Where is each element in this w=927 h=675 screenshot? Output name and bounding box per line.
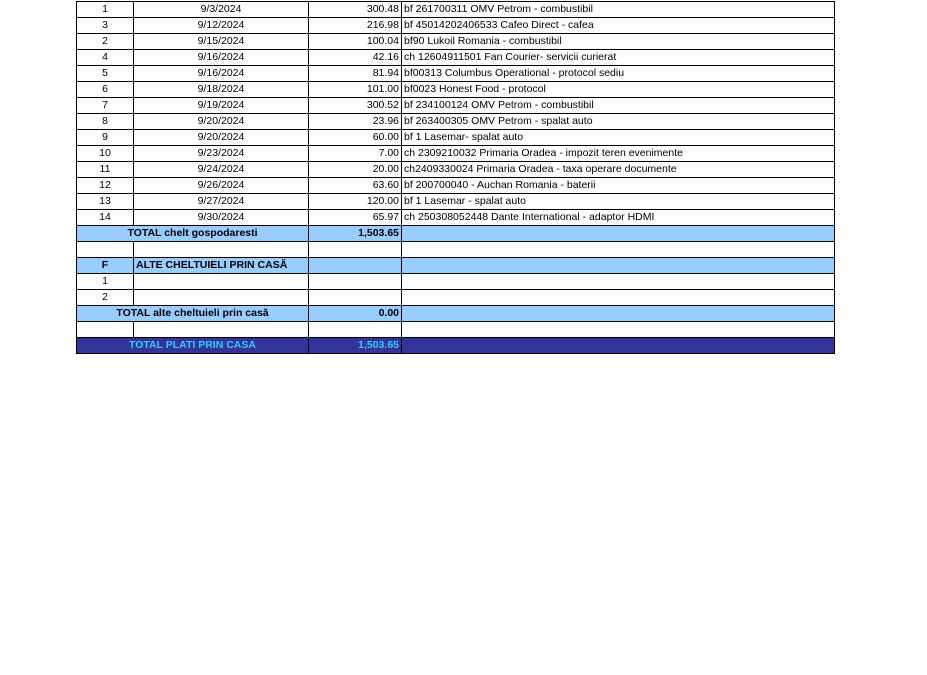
- section-f-title[interactable]: ALTE CHELTUIELI PRIN CASĂ: [134, 258, 309, 274]
- total-gospodaresti-empty[interactable]: [402, 226, 835, 242]
- expense-nr[interactable]: 1: [77, 2, 134, 18]
- section-f-row: [77, 274, 835, 290]
- expense-date[interactable]: 9/19/2024: [134, 98, 309, 114]
- grand-total-label[interactable]: TOTAL PLATI PRIN CASA: [77, 338, 309, 354]
- section-f-row-date[interactable]: [134, 274, 309, 290]
- expense-nr[interactable]: 14: [77, 210, 134, 226]
- expense-description[interactable]: bf 263400305 OMV Petrom - spalat auto: [402, 114, 835, 130]
- expense-date[interactable]: 9/26/2024: [134, 178, 309, 194]
- expense-nr[interactable]: 3: [77, 18, 134, 34]
- expense-description[interactable]: ch 250308052448 Dante International - adaptor HDMI: [402, 210, 835, 226]
- grand-total-amount[interactable]: 1,503.65: [309, 338, 402, 354]
- blank-cell[interactable]: [309, 242, 402, 258]
- expense-description[interactable]: bf 1 Lasemar - spalat auto: [402, 194, 835, 210]
- expense-description[interactable]: bf 261700311 OMV Petrom - combustibil: [402, 2, 835, 18]
- blank-cell[interactable]: [134, 242, 309, 258]
- expense-amount[interactable]: 101.00: [309, 82, 402, 98]
- total-gospodaresti-amount[interactable]: 1,503.65: [309, 226, 402, 242]
- expense-description[interactable]: bf 234100124 OMV Petrom - combustibil: [402, 98, 835, 114]
- section-f-empty[interactable]: [402, 258, 835, 274]
- section-f-header: [77, 258, 835, 274]
- expense-date[interactable]: 9/30/2024: [134, 210, 309, 226]
- expense-nr[interactable]: 7: [77, 98, 134, 114]
- expense-row: [77, 82, 835, 98]
- expense-amount[interactable]: 216.98: [309, 18, 402, 34]
- expense-date[interactable]: 9/16/2024: [134, 66, 309, 82]
- expense-amount[interactable]: 81.94: [309, 66, 402, 82]
- section-f-row-nr[interactable]: 2: [77, 290, 134, 306]
- total-alte-empty[interactable]: [402, 306, 835, 322]
- section-f-row: [77, 290, 835, 306]
- summary-rows: [77, 226, 835, 354]
- expense-amount[interactable]: 20.00: [309, 162, 402, 178]
- expense-nr[interactable]: 13: [77, 194, 134, 210]
- expense-description[interactable]: bf00313 Columbus Operational - protocol sediu: [402, 66, 835, 82]
- total-alte-label[interactable]: TOTAL alte cheltuieli prin casă: [77, 306, 309, 322]
- cash-payments-table: [76, 1, 835, 354]
- expense-description[interactable]: ch2409330024 Primaria Oradea - taxa operare documente: [402, 162, 835, 178]
- section-f-row-amount[interactable]: [309, 274, 402, 290]
- blank-cell[interactable]: [402, 322, 835, 338]
- blank-cell[interactable]: [402, 242, 835, 258]
- expense-row: [77, 146, 835, 162]
- expense-description[interactable]: bf 200700040 - Auchan Romania - baterii: [402, 178, 835, 194]
- expense-nr[interactable]: 9: [77, 130, 134, 146]
- expense-nr[interactable]: 6: [77, 82, 134, 98]
- expense-row: [77, 66, 835, 82]
- expense-amount[interactable]: 65.97: [309, 210, 402, 226]
- section-f-row-desc[interactable]: [402, 274, 835, 290]
- expense-date[interactable]: 9/16/2024: [134, 50, 309, 66]
- grand-total-row: [77, 338, 835, 354]
- blank-cell[interactable]: [77, 242, 134, 258]
- expense-date[interactable]: 9/15/2024: [134, 34, 309, 50]
- expense-nr[interactable]: 8: [77, 114, 134, 130]
- expense-date[interactable]: 9/20/2024: [134, 114, 309, 130]
- section-f-letter[interactable]: F: [77, 258, 134, 274]
- section-f-row-desc[interactable]: [402, 290, 835, 306]
- expense-nr[interactable]: 4: [77, 50, 134, 66]
- total-gospodaresti-label[interactable]: TOTAL chelt gospodaresti: [77, 226, 309, 242]
- expense-row: [77, 2, 835, 18]
- expense-row: [77, 114, 835, 130]
- total-alte-row: [77, 306, 835, 322]
- expense-row: [77, 210, 835, 226]
- expense-date[interactable]: 9/20/2024: [134, 130, 309, 146]
- expense-row: [77, 18, 835, 34]
- expense-description[interactable]: bf 1 Lasemar- spalat auto: [402, 130, 835, 146]
- expense-description[interactable]: ch 12604911501 Fan Courier- servicii curierat: [402, 50, 835, 66]
- grand-total-empty[interactable]: [402, 338, 835, 354]
- expense-nr[interactable]: 2: [77, 34, 134, 50]
- expense-nr[interactable]: 12: [77, 178, 134, 194]
- expense-date[interactable]: 9/24/2024: [134, 162, 309, 178]
- expense-nr[interactable]: 5: [77, 66, 134, 82]
- expense-row: [77, 130, 835, 146]
- expense-amount[interactable]: 42.16: [309, 50, 402, 66]
- expense-row: [77, 98, 835, 114]
- expense-date[interactable]: 9/12/2024: [134, 18, 309, 34]
- expense-date[interactable]: 9/3/2024: [134, 2, 309, 18]
- expense-amount[interactable]: 300.52: [309, 98, 402, 114]
- total-gospodaresti-row: [77, 226, 835, 242]
- expense-description[interactable]: bf 45014202406533 Cafeo Direct - cafea: [402, 18, 835, 34]
- total-alte-amount[interactable]: 0.00: [309, 306, 402, 322]
- expense-amount[interactable]: 23.96: [309, 114, 402, 130]
- expense-nr[interactable]: 10: [77, 146, 134, 162]
- section-f-row-nr[interactable]: 1: [77, 274, 134, 290]
- expense-date[interactable]: 9/23/2024: [134, 146, 309, 162]
- section-f-empty[interactable]: [309, 258, 402, 274]
- blank-row: [77, 322, 835, 338]
- blank-cell[interactable]: [309, 322, 402, 338]
- expense-amount[interactable]: 60.00: [309, 130, 402, 146]
- expense-row: [77, 162, 835, 178]
- expense-row: [77, 50, 835, 66]
- expense-row: [77, 194, 835, 210]
- section-f-row-amount[interactable]: [309, 290, 402, 306]
- expense-nr[interactable]: 11: [77, 162, 134, 178]
- expense-amount[interactable]: 300.48: [309, 2, 402, 18]
- expense-description[interactable]: bf90 Lukoil Romania - combustibil: [402, 34, 835, 50]
- blank-cell[interactable]: [134, 322, 309, 338]
- expense-amount[interactable]: 63.60: [309, 178, 402, 194]
- section-f-row-date[interactable]: [134, 290, 309, 306]
- expense-description[interactable]: ch 2309210032 Primaria Oradea - impozit teren evenimente: [402, 146, 835, 162]
- expense-date[interactable]: 9/18/2024: [134, 82, 309, 98]
- expense-rows: [77, 2, 835, 226]
- expense-description[interactable]: bf0023 Honest Food - protocol: [402, 82, 835, 98]
- expense-amount[interactable]: 120.00: [309, 194, 402, 210]
- blank-row: [77, 242, 835, 258]
- blank-cell[interactable]: [77, 322, 134, 338]
- expense-row: [77, 178, 835, 194]
- expense-amount[interactable]: 7.00: [309, 146, 402, 162]
- expense-row: [77, 34, 835, 50]
- expense-date[interactable]: 9/27/2024: [134, 194, 309, 210]
- expense-amount[interactable]: 100.04: [309, 34, 402, 50]
